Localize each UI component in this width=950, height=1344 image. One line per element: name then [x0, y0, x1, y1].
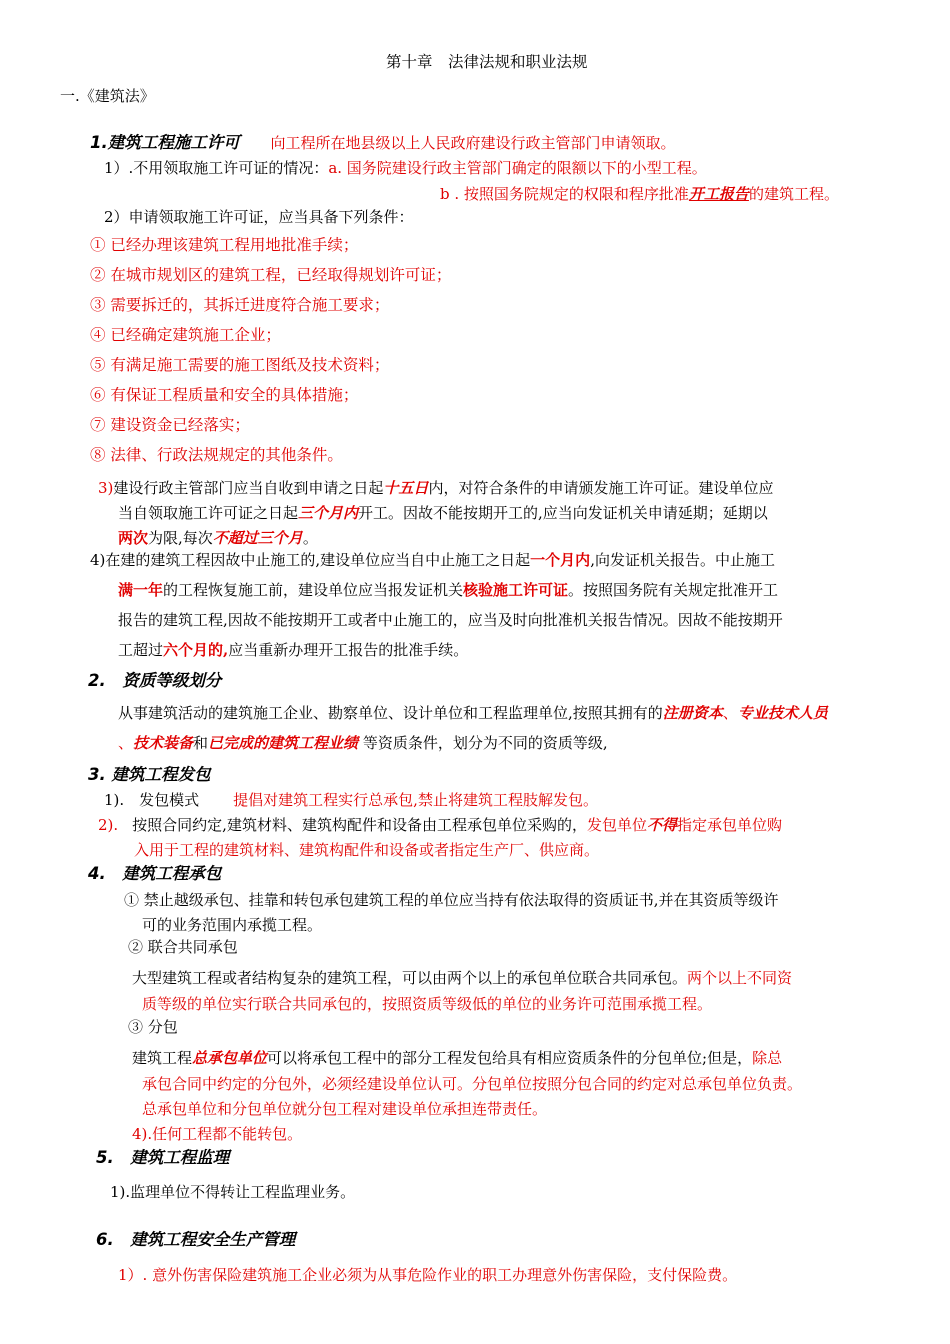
s4-item3: ③ 分包: [128, 1018, 178, 1036]
condition-item: ① 已经办理该建筑工程用地批准手续；: [90, 236, 359, 254]
s1-item4-line2: [118, 580, 778, 600]
s4-item2-p-b: 两个以上不同资: [687, 969, 793, 987]
s1-item4-line4: [118, 640, 468, 660]
s3-item2-a: 按照合同约定,建筑材料、建筑构配件和设备由工程承包单位采购的，: [132, 816, 587, 834]
s1-item3-c: 内，对符合条件的申请颁发施工许可证。建设单位应: [428, 479, 774, 497]
s1-item4-f: 核验施工许可证: [463, 581, 569, 599]
s2-h: 已完成的建筑工程业绩: [208, 734, 359, 752]
s1-item4-g: 。按照国务院有关规定批准开工: [568, 581, 779, 599]
s2-c: 、: [722, 704, 738, 722]
s4-item3-p-b: 总承包单位: [192, 1049, 268, 1067]
condition-item: ⑦ 建设资金已经落实；: [90, 416, 250, 434]
s4-item3-p-line2: 承包合同中约定的分包外，必须经建设单位认可。分包单位按照分包合同的约定对总承包单位负责。: [142, 1075, 803, 1093]
s1-item4-a: 4)在建的建筑工程因故中止施工的,建设单位应当自中止施工之日起: [90, 551, 531, 569]
s1-item3-line1: [98, 478, 773, 498]
condition-item: ⑥ 有保证工程质量和安全的具体措施；: [90, 386, 359, 404]
s3-item1-num: 1). 发包模式: [104, 791, 200, 809]
s4-item3-p-line1: [132, 1048, 782, 1068]
s1-item1-b-pre: b . 按照国务院规定的权限和程序批准: [440, 185, 689, 203]
s2-i: 等资质条件，划分为不同的资质等级,: [358, 734, 608, 752]
page-title: 第十章 法律法规和职业法规: [386, 53, 588, 71]
s4-item3-p-c: 可以将承包工程中的部分工程发包给具有相应资质条件的分包单位;但是，: [267, 1049, 753, 1067]
s1-item4-k: 应当重新办理开工报告的批准手续。: [228, 641, 469, 659]
s1-item3-d: 当自领取施工许可证之日起: [118, 504, 299, 522]
s1-item3-h: 为限,每次: [148, 529, 213, 547]
s1-item3-a: 建设行政主管部门应当自收到申请之日起: [113, 479, 384, 497]
s1-item2: 2）申请领取施工许可证，应当具备下列条件：: [104, 208, 414, 226]
s1-item4-e: 的工程恢复施工前，建设单位应当报发证机关: [163, 581, 464, 599]
s1-item3-e: 三个月内: [298, 504, 359, 522]
s4-item2: ② 联合共同承包: [128, 938, 238, 956]
condition-item: ② 在城市规划区的建筑工程，已经取得规划许可证；: [90, 266, 452, 284]
s1-item3-line3: [118, 528, 318, 548]
s1-item1: [104, 158, 707, 178]
s2-a: 从事建筑活动的建筑施工企业、勘察单位、设计单位和工程监理单位,按照其拥有的: [118, 704, 663, 722]
s4-item3-p-a: 建筑工程: [132, 1049, 193, 1067]
s3-item1: [104, 790, 598, 810]
s3-item1-text: 提倡对建筑工程实行总承包,禁止将建筑工程肢解发包。: [233, 791, 598, 809]
s4-item2-p-line1: [132, 968, 792, 988]
s2-line2: [118, 733, 608, 753]
section-heading: 一.《建筑法》: [60, 87, 155, 105]
s1-item1-b: [440, 184, 839, 204]
condition-item: ④ 已经确定建筑施工企业；: [90, 326, 281, 344]
s1-item1-b-em: 开工报告: [688, 185, 749, 203]
s4-item4: 4).任何工程都不能转包。: [132, 1125, 303, 1143]
s1-item3-num: 3): [98, 479, 114, 497]
s4-item3-p-line3: 总承包单位和分包单位就分包工程对建设单位承担连带责任。: [142, 1100, 548, 1118]
s4-item2-p-line2: 质等级的单位实行联合共同承包的，按照资质等级低的单位的业务许可范围承揽工程。: [142, 995, 713, 1013]
s2-d: 专业技术人员: [737, 704, 828, 722]
s1-heading-desc: 向工程所在地县级以上人民政府建设行政主管部门申请领取。: [270, 134, 676, 152]
s3-item2-c: 不得: [646, 816, 677, 834]
s1-item3-i: 不超过三个月: [212, 529, 303, 547]
s4-item1-line2: 可的业务范围内承揽工程。: [142, 916, 323, 934]
s1-item4-d: 满一年: [118, 581, 164, 599]
s1-item4-c: ,向发证机关报告。中止施工: [590, 551, 775, 569]
s4-heading: 4. 建筑工程承包: [88, 864, 222, 883]
s1-item4-b: 一个月内: [530, 551, 591, 569]
s2-f: 技术装备: [133, 734, 194, 752]
s2-line1: [118, 703, 828, 723]
s1-item4-line3: 报告的建筑工程,因故不能按期开工或者中止施工的，应当及时向批准机关报告情况。因故不能按期开: [118, 611, 783, 629]
s1-item1-a: a. 国务院建设行政主管部门确定的限额以下的小型工程。: [328, 159, 707, 177]
condition-item: ⑧ 法律、行政法规规定的其他条件。: [90, 446, 343, 464]
s1-item3-b: 十五日: [383, 479, 429, 497]
s4-item3-p-d: 除总: [752, 1049, 783, 1067]
s3-item2-d: 指定承包单位购: [676, 816, 782, 834]
condition-item: ⑤ 有满足施工需要的施工图纸及技术资料；: [90, 356, 390, 374]
s1-item3-line2: [118, 503, 768, 523]
condition-item: ③ 需要拆迁的，其拆迁进度符合施工要求；: [90, 296, 390, 314]
s5-heading: 5. 建筑工程监理: [96, 1148, 230, 1167]
s1-item1-prefix: 1）.不用领取施工许可证的情况：: [104, 159, 329, 177]
s3-heading: 3. 建筑工程发包: [88, 765, 211, 784]
s6-item1: 1）. 意外伤害保险建筑施工企业必须为从事危险作业的职工办理意外伤害保险，支付保险费。: [118, 1266, 738, 1284]
s6-heading: 6. 建筑工程安全生产管理: [96, 1230, 296, 1249]
s5-item1: 1).监理单位不得转让工程监理业务。: [110, 1183, 356, 1201]
s1-heading: 1.建筑工程施工许可: [90, 133, 240, 152]
s3-item2-line2: 入用于工程的建筑材料、建筑构配件和设备或者指定生产厂、供应商。: [134, 841, 600, 859]
s4-item2-p-a: 大型建筑工程或者结构复杂的建筑工程，可以由两个以上的承包单位联合共同承包。: [132, 969, 688, 987]
s3-item2-line1: [98, 815, 782, 835]
s1-heading-line: [90, 133, 676, 153]
s1-item3-f: 开工。因故不能按期开工的,应当向发证机关申请延期；延期以: [358, 504, 768, 522]
s2-g: 和: [193, 734, 209, 752]
s2-e: 、: [118, 734, 134, 752]
s1-item4-i: 工超过: [118, 641, 164, 659]
s1-item4-j: 六个月的,: [163, 641, 229, 659]
s1-item4-line1: [90, 550, 775, 570]
s1-item3-j: 。: [302, 529, 318, 547]
s3-item2-num: 2).: [98, 816, 119, 834]
s1-item3-g: 两次: [118, 529, 149, 547]
s4-item1-line1: ① 禁止越级承包、挂靠和转包承包建筑工程的单位应当持有依法取得的资质证书,并在其资质等级许: [124, 891, 779, 909]
s1-item1-b-post: 的建筑工程。: [748, 185, 839, 203]
s2-heading: 2. 资质等级划分: [88, 671, 222, 690]
s2-b: 注册资本: [662, 704, 723, 722]
s3-item2-b: 发包单位: [586, 816, 647, 834]
